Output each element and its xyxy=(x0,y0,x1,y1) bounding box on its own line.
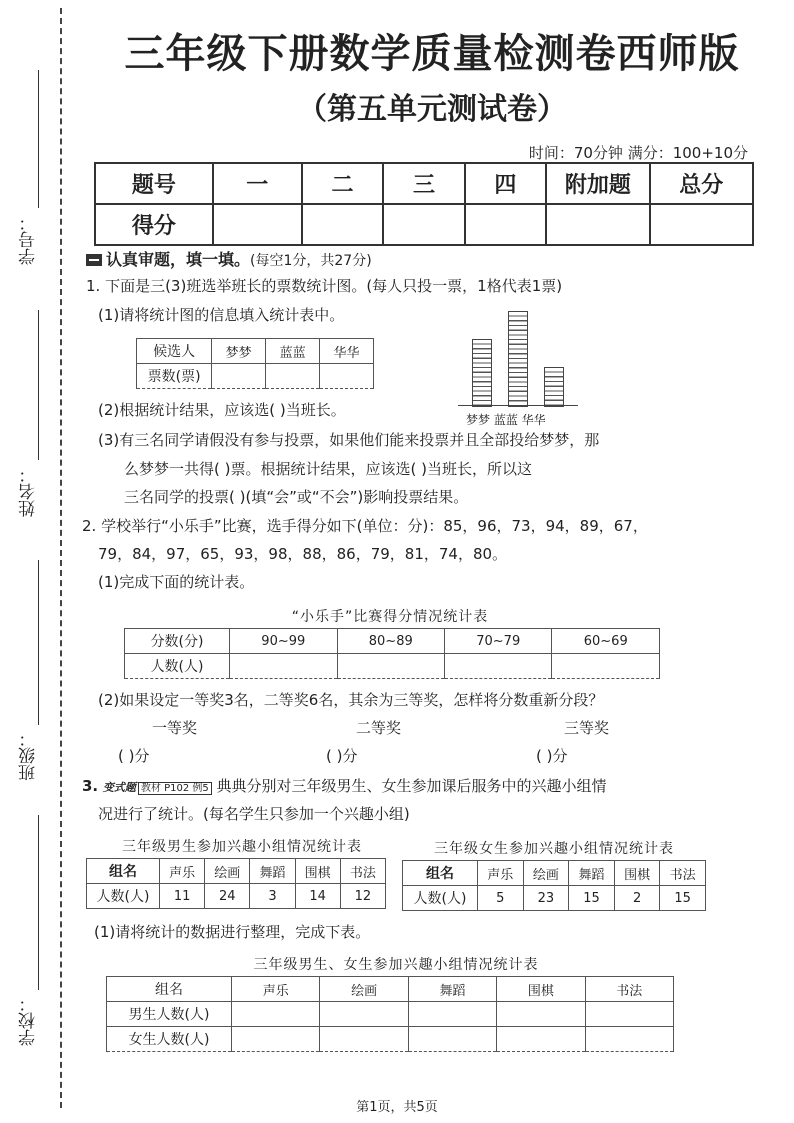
q2-score-header-cell: 60~69 xyxy=(552,629,660,654)
score-cell[interactable] xyxy=(465,204,546,245)
section-1-heading xyxy=(86,247,372,270)
q3-combined-caption: 三年级男生、女生参加兴趣小组情况统计表 xyxy=(253,957,539,973)
q2-score-answer-cell[interactable] xyxy=(230,654,337,679)
q3-boys-header-cell: 书法 xyxy=(340,859,385,884)
q3-combined-answer-cell[interactable] xyxy=(585,1002,673,1027)
q2-score-header-cell: 70~79 xyxy=(445,629,552,654)
section-1-note: (每空1分，共27分) xyxy=(250,253,372,269)
q3-combined-header-cell: 绘画 xyxy=(320,977,408,1002)
q2-score-table xyxy=(124,628,660,679)
q1-vote-table xyxy=(136,338,374,389)
q3-boys-row-label: 人数(人) xyxy=(87,884,160,909)
class-label: 班级： xyxy=(19,730,39,781)
q1-part2: (2)根据统计结果，应该选( )当班长。 xyxy=(98,401,346,419)
q1-bar-1 xyxy=(472,339,492,407)
q3-boys-header-cell: 围棋 xyxy=(295,859,340,884)
q2-prize-first-blank[interactable]: ( )分 xyxy=(118,747,150,765)
school-blank[interactable] xyxy=(38,815,39,990)
q3-combined-row-label: 男生人数(人) xyxy=(107,1002,232,1027)
q2-score-header-row xyxy=(125,629,660,654)
q3-stem-text: 典典分别对三年级男生、女生参加课后服务中的兴趣小组情 xyxy=(216,777,607,795)
section-1-title: 认真审题，填一填。 xyxy=(106,250,251,269)
student-no-field xyxy=(18,214,42,265)
q1-bar-2 xyxy=(508,311,528,407)
q2-score-answer-cell[interactable] xyxy=(552,654,660,679)
q1-stem: 1. 下面是三(3)班选举班长的票数统计图。(每人只投一票，1格代表1票) xyxy=(86,277,563,295)
q3-combined-header-cell: 书法 xyxy=(585,977,673,1002)
time-info: 时间：70分钟 满分：100+10分 xyxy=(528,144,748,162)
q2-score-header-cell: 分数(分) xyxy=(125,629,230,654)
q1-chart-baseline xyxy=(458,405,578,406)
score-table xyxy=(94,162,754,246)
q3-combined-header-cell: 组名 xyxy=(107,977,232,1002)
q3-girls-header-cell: 书法 xyxy=(660,861,706,886)
name-blank[interactable] xyxy=(38,310,39,460)
q3-boys-header-cell: 舞蹈 xyxy=(250,859,295,884)
score-cell[interactable] xyxy=(650,204,753,245)
score-header-cell: 附加题 xyxy=(546,163,649,204)
q3-combined-answer-cell[interactable] xyxy=(232,1027,320,1052)
q3-girls-caption: 三年级女生参加兴趣小组情况统计表 xyxy=(434,841,674,857)
q3-girls-count-cell: 15 xyxy=(660,886,706,911)
q2-prize-first: 一等奖 xyxy=(152,719,198,737)
q3-girls-header-cell: 组名 xyxy=(403,861,478,886)
q3-boys-count-cell: 11 xyxy=(160,884,205,909)
score-table-header-row xyxy=(95,163,753,204)
q3-boys-table xyxy=(86,858,386,909)
q3-girls-count-cell: 5 xyxy=(478,886,524,911)
q1-vote-header-cell: 候选人 xyxy=(137,339,212,364)
q3-number: 3. xyxy=(82,777,99,795)
q3-boys-count-cell: 12 xyxy=(340,884,385,909)
q3-combined-header-row xyxy=(107,977,674,1002)
q3-variant-tag xyxy=(103,778,212,799)
score-header-cell: 四 xyxy=(465,163,546,204)
score-cell[interactable] xyxy=(546,204,649,245)
q1-vote-answer-cell[interactable] xyxy=(266,364,320,389)
q1-bar-3 xyxy=(544,367,564,407)
q2-prize-third: 三等奖 xyxy=(564,719,610,737)
q2-score-answer-cell[interactable] xyxy=(445,654,552,679)
score-cell[interactable] xyxy=(302,204,383,245)
q1-part3-line1: (3)有三名同学请假没有参与投票，如果他们能来投票并且全部投给梦梦，那 xyxy=(98,431,600,449)
q3-combined-header-cell: 声乐 xyxy=(232,977,320,1002)
q3-boys-count-cell: 3 xyxy=(250,884,295,909)
q1-vote-row-label: 票数(票) xyxy=(137,364,212,389)
student-no-label: 学号： xyxy=(19,214,39,265)
q1-vote-header-cell: 梦梦 xyxy=(212,339,266,364)
q3-stem-line1 xyxy=(82,776,607,799)
q1-chart-axis-labels: 梦梦 蓝蓝 华华 xyxy=(466,413,546,427)
q3-part1: (1)请将统计的数据进行整理，完成下表。 xyxy=(94,923,371,941)
q3-combined-answer-cell[interactable] xyxy=(320,1002,408,1027)
q3-combined-girls-row xyxy=(107,1027,674,1052)
q3-combined-header-cell: 围棋 xyxy=(497,977,585,1002)
q3-girls-header-cell: 声乐 xyxy=(478,861,524,886)
q3-combined-answer-cell[interactable] xyxy=(320,1027,408,1052)
score-row-label: 得分 xyxy=(95,204,213,245)
q3-girls-header-cell: 绘画 xyxy=(523,861,569,886)
class-blank[interactable] xyxy=(38,560,39,725)
section-number-icon xyxy=(86,254,102,266)
q3-boys-header-cell: 绘画 xyxy=(205,859,250,884)
q3-combined-answer-cell[interactable] xyxy=(497,1002,585,1027)
q3-girls-header-cell: 围棋 xyxy=(614,861,660,886)
school-field xyxy=(18,995,42,1046)
score-header-cell: 一 xyxy=(213,163,302,204)
score-header-cell: 总分 xyxy=(650,163,753,204)
page-title: 三年级下册数学质量检测卷西师版 xyxy=(124,31,740,77)
q1-vote-count-row xyxy=(137,364,374,389)
q3-boys-caption: 三年级男生参加兴趣小组情况统计表 xyxy=(122,839,362,855)
name-field xyxy=(18,466,42,517)
q3-girls-count-cell: 15 xyxy=(569,886,615,911)
score-cell[interactable] xyxy=(383,204,464,245)
q2-prize-second-blank[interactable]: ( )分 xyxy=(326,747,358,765)
q3-combined-table xyxy=(106,976,674,1052)
school-label: 学校： xyxy=(19,995,39,1046)
score-table-score-row xyxy=(95,204,753,245)
q3-girls-header-row xyxy=(403,861,706,886)
q3-girls-count-cell: 23 xyxy=(523,886,569,911)
q1-part3-line2: 么梦梦一共得( )票。根据统计结果，应该选( )当班长，所以这 xyxy=(124,460,532,478)
q3-girls-header-cell: 舞蹈 xyxy=(569,861,615,886)
q3-boys-count-cell: 14 xyxy=(295,884,340,909)
q3-girls-table xyxy=(402,860,706,911)
q3-variant-label: 变式题 xyxy=(102,781,136,794)
q3-combined-answer-cell[interactable] xyxy=(232,1002,320,1027)
q2-score-header-cell: 80~89 xyxy=(337,629,444,654)
q1-part3-line3: 三名同学的投票( )(填“会”或“不会”)影响投票结果。 xyxy=(124,488,469,506)
q3-combined-boys-row xyxy=(107,1002,674,1027)
q1-vote-header-cell: 蓝蓝 xyxy=(266,339,320,364)
name-label: 姓名： xyxy=(19,466,39,517)
q3-boys-count-cell: 24 xyxy=(205,884,250,909)
q1-part1: (1)请将统计图的信息填入统计表中。 xyxy=(98,306,345,324)
q3-boys-header-cell: 组名 xyxy=(87,859,160,884)
q2-part1: (1)完成下面的统计表。 xyxy=(98,573,255,591)
student-no-blank[interactable] xyxy=(38,70,39,208)
page-footer: 第1页，共5页 xyxy=(356,1100,438,1115)
q1-vote-header-cell: 华华 xyxy=(320,339,374,364)
q2-prize-third-blank[interactable]: ( )分 xyxy=(536,747,568,765)
q2-prize-second: 二等奖 xyxy=(356,719,402,737)
q3-girls-row-label: 人数(人) xyxy=(403,886,478,911)
q3-stem-line2: 况进行了统计。(每名学生只参加一个兴趣小组) xyxy=(98,805,410,823)
q3-boys-header-cell: 声乐 xyxy=(160,859,205,884)
q3-girls-count-cell: 2 xyxy=(614,886,660,911)
q2-score-header-cell: 90~99 xyxy=(230,629,337,654)
q2-part2: (2)如果设定一等奖3名，二等奖6名，其余为三等奖，怎样将分数重新分段？ xyxy=(98,691,604,709)
q1-vote-answer-cell[interactable] xyxy=(212,364,266,389)
q3-combined-answer-cell[interactable] xyxy=(408,1027,496,1052)
score-header-cell: 二 xyxy=(302,163,383,204)
q3-girls-count-row xyxy=(403,886,706,911)
class-field xyxy=(18,730,42,781)
q1-vote-header-row xyxy=(137,339,374,364)
q3-combined-answer-cell[interactable] xyxy=(408,1002,496,1027)
page-subtitle: （第五单元测试卷） xyxy=(297,92,567,127)
q3-combined-header-cell: 舞蹈 xyxy=(408,977,496,1002)
q3-combined-answer-cell[interactable] xyxy=(497,1027,585,1052)
q2-stem-line2: 79，84，97，65，93，98，88，86，79，81，74，80。 xyxy=(98,545,508,563)
q2-score-count-row xyxy=(125,654,660,679)
score-header-cell: 题号 xyxy=(95,163,213,204)
q3-combined-answer-cell[interactable] xyxy=(585,1027,673,1052)
score-header-cell: 三 xyxy=(383,163,464,204)
q3-boys-count-row xyxy=(87,884,386,909)
q1-vote-answer-cell[interactable] xyxy=(320,364,374,389)
q3-textbook-ref: 教材 P102 例5 xyxy=(138,782,212,795)
q3-combined-row-label: 女生人数(人) xyxy=(107,1027,232,1052)
q2-score-answer-cell[interactable] xyxy=(337,654,444,679)
binding-dashed-line xyxy=(60,8,62,1108)
q2-table-caption: “小乐手”比赛得分情况统计表 xyxy=(291,609,489,625)
score-cell[interactable] xyxy=(213,204,302,245)
q2-stem-line1: 2. 学校举行“小乐手”比赛，选手得分如下(单位：分)：85，96，73，94，89，67， xyxy=(82,517,648,535)
q3-boys-header-row xyxy=(87,859,386,884)
q2-score-row-label: 人数(人) xyxy=(125,654,230,679)
